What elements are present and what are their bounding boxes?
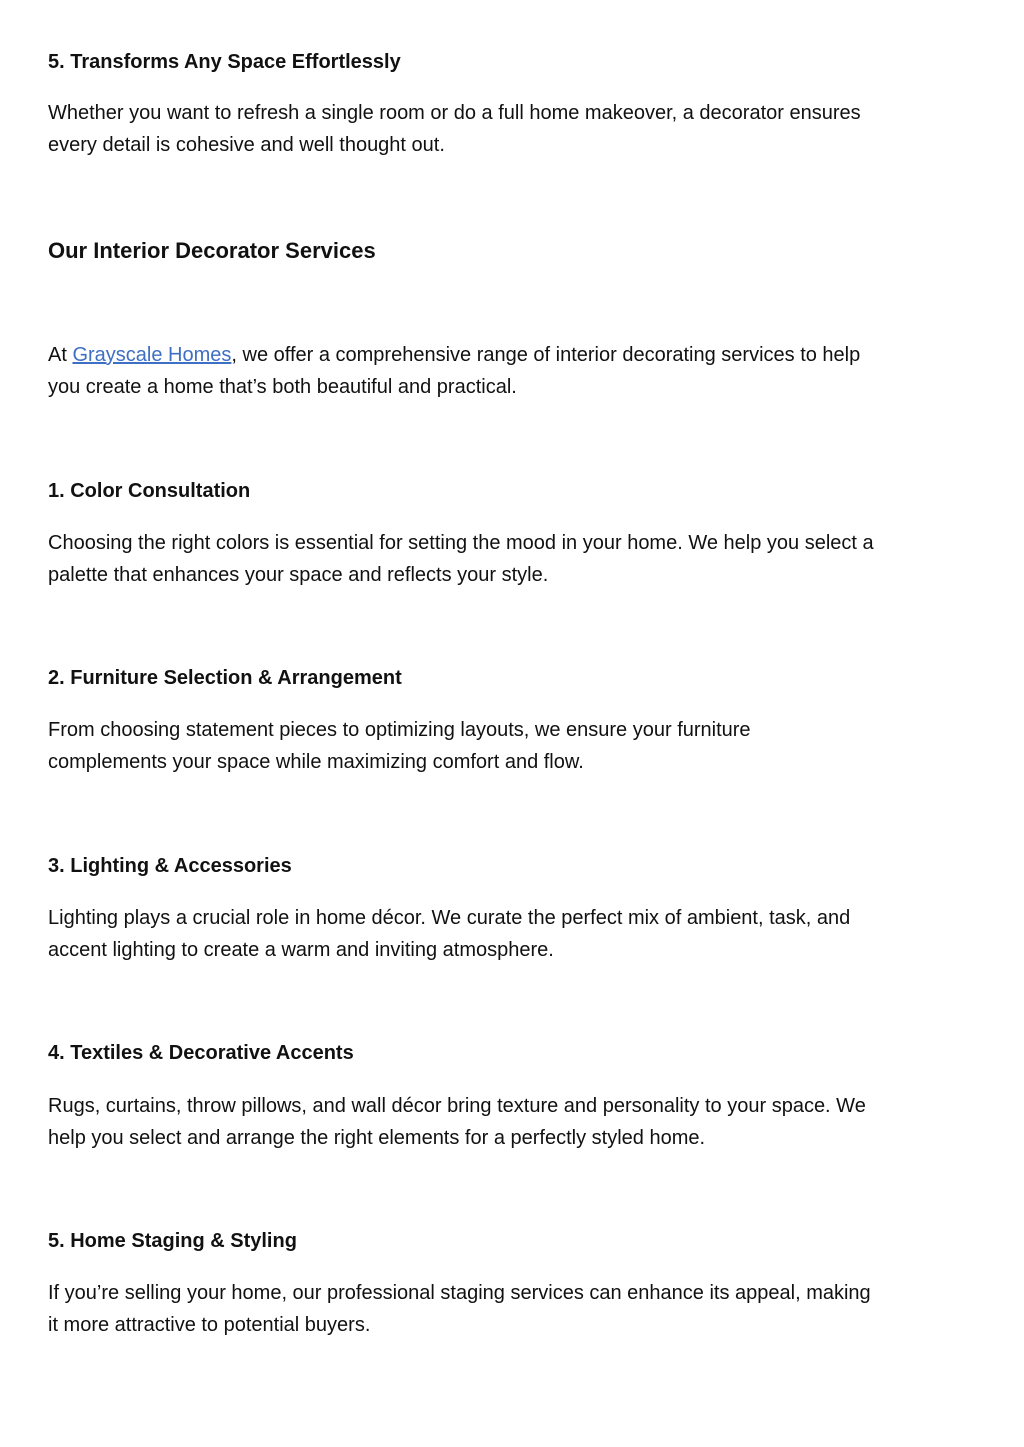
service-1-line-1: Choosing the right colors is essential for setting the mood in your home. We help you select a [48,532,874,554]
service-2-paragraph [48,714,978,778]
service-3-heading: 3. Lighting & Accessories [48,855,292,877]
service-4-paragraph [48,1090,978,1154]
service-2-heading: 2. Furniture Selection & Arrangement [48,667,402,689]
benefit-5-line-2: every detail is cohesive and well thought out. [48,134,445,156]
service-3-paragraph [48,902,978,966]
service-1-paragraph [48,527,978,591]
service-5-line-2: it more attractive to potential buyers. [48,1314,371,1336]
service-4-line-2: help you select and arrange the right elements for a perfectly styled home. [48,1127,706,1149]
service-5-paragraph [48,1277,978,1341]
benefit-5-paragraph [48,97,978,161]
service-2-line-1: From choosing statement pieces to optimizing layouts, we ensure your furniture [48,719,751,741]
service-4-heading: 4. Textiles & Decorative Accents [48,1042,354,1064]
services-intro-paragraph [48,339,978,403]
services-intro-line-2: you create a home that’s both beautiful and practical. [48,376,517,398]
service-5-line-1: If you’re selling your home, our professional staging services can enhance its appeal, making [48,1282,871,1304]
service-5-heading: 5. Home Staging & Styling [48,1230,297,1252]
service-4-line-1: Rugs, curtains, throw pillows, and wall décor bring texture and personality to your space. We [48,1095,866,1117]
services-intro-line-1 [48,339,978,371]
service-3-line-2: accent lighting to create a warm and inviting atmosphere. [48,939,554,961]
intro-suffix: , we offer a comprehensive range of interior decorating services to help [231,344,861,366]
intro-prefix: At [48,344,73,366]
grayscale-homes-link[interactable]: Grayscale Homes [72,344,232,366]
service-1-line-2: palette that enhances your space and reflects your style. [48,564,549,586]
benefit-5-line-1: Whether you want to refresh a single room or do a full home makeover, a decorator ensures [48,102,861,124]
service-1-heading: 1. Color Consultation [48,480,251,502]
benefit-5-heading: 5. Transforms Any Space Effortlessly [48,51,401,73]
service-2-line-2: complements your space while maximizing comfort and flow. [48,751,584,773]
services-heading: Our Interior Decorator Services [48,238,376,263]
service-3-line-1: Lighting plays a crucial role in home décor. We curate the perfect mix of ambient, task, and [48,907,851,929]
